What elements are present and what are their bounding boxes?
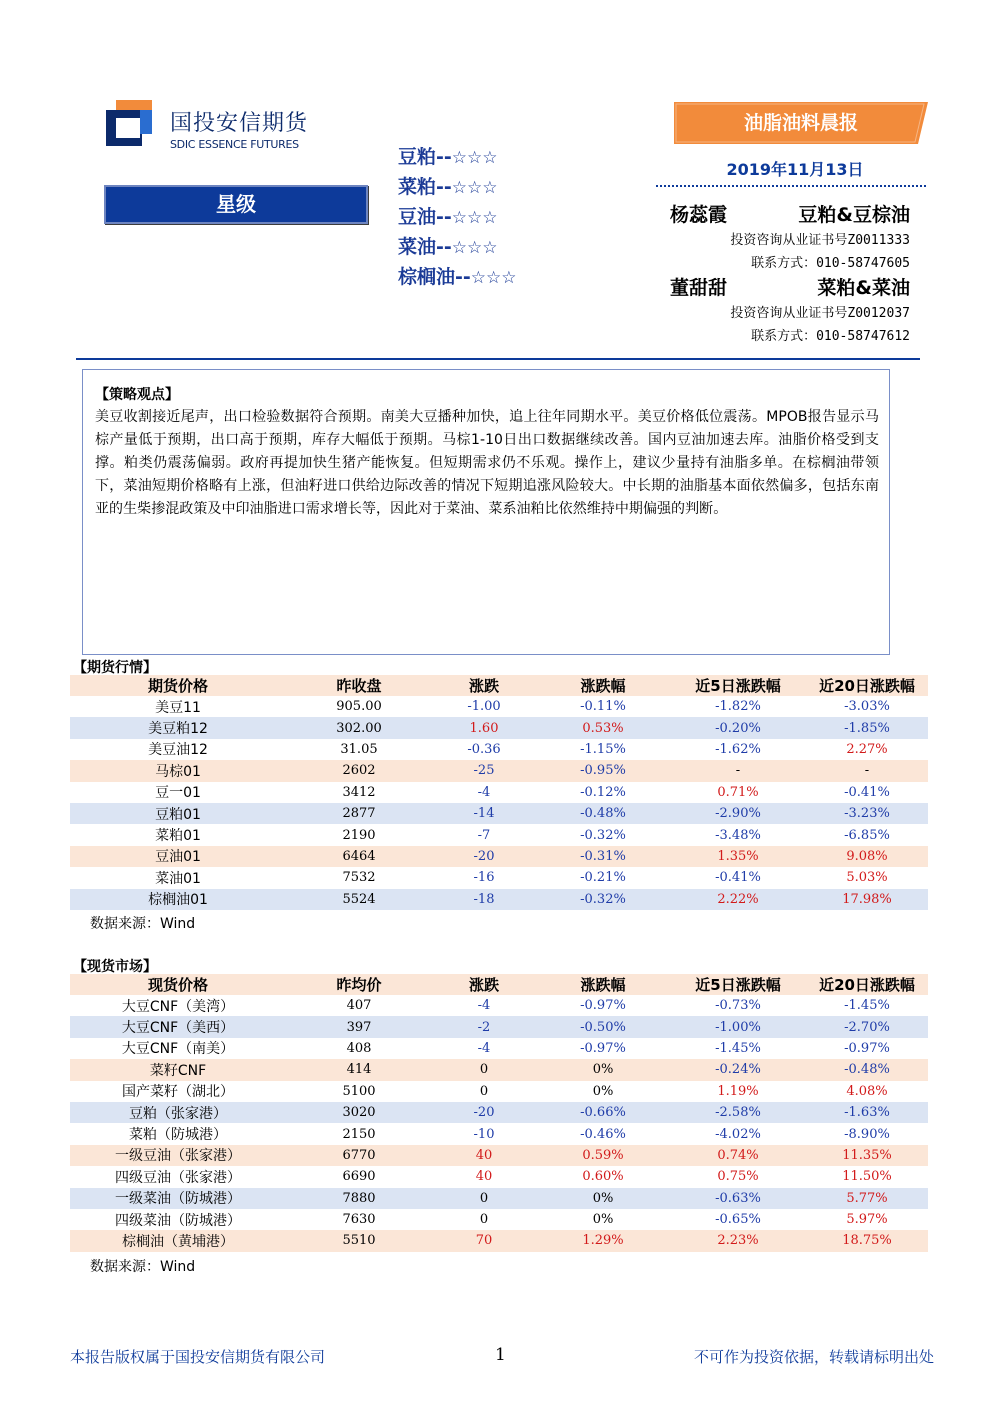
rating-item (398, 143, 517, 173)
table-cell: 菜粕（防城港） (129, 1127, 227, 1144)
table-cell: 0 (479, 1083, 489, 1099)
table-cell: -0.97% (580, 998, 626, 1014)
table-cell: -10 (473, 1126, 495, 1142)
table-row (70, 1145, 928, 1166)
page-number: 1 (495, 1345, 506, 1365)
analyst-block (670, 273, 910, 348)
table-header-row (70, 974, 928, 995)
table-cell: 0.74% (717, 1147, 759, 1163)
table-cell: 豆粕01 (155, 806, 201, 823)
table-cell: 7630 (342, 1212, 376, 1228)
rating-text: 豆粕 (398, 146, 437, 168)
table-cell: 70 (475, 1233, 493, 1249)
table-cell: -0.20% (715, 720, 761, 736)
table-cell: -0.21% (580, 870, 626, 886)
table-cell: 414 (346, 1062, 372, 1078)
table-cell: -16 (473, 870, 495, 886)
table-cell: 菜籽CNF (149, 1062, 207, 1079)
table-row (70, 867, 928, 888)
column-header: 现货价格 (147, 976, 208, 994)
column-header: 昨收盘 (336, 677, 382, 695)
table-cell: 1.35% (717, 848, 759, 864)
table-header-row (70, 675, 928, 696)
table-cell: -4 (477, 784, 491, 800)
table-cell: 5524 (342, 891, 376, 907)
table-row (70, 824, 928, 845)
table-cell: 5.97% (846, 1212, 888, 1228)
footer-copyright: 本报告版权属于国投安信期货有限公司 (70, 1348, 326, 1366)
table-cell: 7880 (342, 1190, 376, 1206)
futures-table (70, 675, 928, 910)
table-cell: 2190 (342, 827, 376, 843)
table-cell: 31.05 (340, 741, 378, 757)
table-cell: 0 (479, 1190, 489, 1206)
table-cell: -7 (477, 827, 491, 843)
dotted-divider (656, 185, 926, 187)
column-header: 涨跌幅 (580, 976, 626, 994)
table-cell: -4 (477, 998, 491, 1014)
table-cell: -6.85% (844, 827, 890, 843)
table-cell: 11.50% (842, 1169, 892, 1185)
table-cell: 2877 (342, 806, 376, 822)
table-cell: -1.63% (844, 1105, 890, 1121)
table-cell: -2 (477, 1019, 491, 1035)
table-row (70, 1038, 928, 1059)
table-cell: 3412 (342, 784, 376, 800)
table-cell: 5100 (342, 1083, 376, 1099)
column-header: 近20日涨跌幅 (819, 677, 915, 695)
table-cell: -25 (473, 763, 495, 779)
table-cell: -2.90% (715, 806, 761, 822)
star-icon: ☆☆☆ (451, 208, 498, 228)
table-cell: -2.70% (844, 1019, 890, 1035)
table-cell: -0.41% (715, 870, 761, 886)
rating-item (398, 203, 517, 233)
table-cell: 0% (592, 1212, 614, 1228)
analyst-license: 投资咨询从业证书号Z0012037 (730, 306, 910, 321)
table-cell: -20 (473, 848, 495, 864)
strategy-title: 【策略观点】 (95, 387, 179, 403)
table-cell: -0.73% (715, 998, 761, 1014)
rating-item (398, 173, 517, 203)
table-cell: 菜油01 (155, 870, 201, 887)
rating-text: -- (436, 236, 452, 258)
report-title-banner (674, 102, 928, 144)
table-row (70, 995, 928, 1016)
table-cell: 四级菜油（防城港） (115, 1212, 241, 1229)
table-cell: -0.48% (844, 1062, 890, 1078)
table-cell: 1.29% (582, 1233, 624, 1249)
table-row (70, 1081, 928, 1102)
table-cell: -4 (477, 1040, 491, 1056)
table-cell: 6770 (342, 1147, 376, 1163)
column-header: 近5日涨跌幅 (695, 677, 781, 695)
table-row (70, 782, 928, 803)
table-cell: 2150 (342, 1126, 376, 1142)
star-icon: ☆☆☆ (451, 178, 498, 198)
strategy-body: 美豆收割接近尾声，出口检验数据符合预期。南美大豆播种加快，追上往年同期水平。美豆价格低位震荡。MPOB报告显示马棕产量低于预期，出口高于预期，库存大幅低于预期。马棕1-10日出口数据继续改善。国内豆油加速去库。油脂价格受到支撑。粕类仍震荡偏弱。政府再提加快生猪产能恢复。但短期需求仍不乐观。操作上，建议少量持有油脂多单。在棕榈油带领下，菜油短期价格略有上涨，但油籽进口供给边际改善的情况下短期追涨风险较大。中长期的油脂基本面依然偏多，包括东南亚的生柴掺混政策及中印油脂进口需求增长等，因此对于菜油、菜系油粕比依然维持中期偏强的判断。 (95, 409, 879, 517)
rating-text: -- (436, 206, 452, 228)
table-cell: 302.00 (336, 720, 382, 736)
table-cell: 407 (346, 998, 372, 1014)
table-cell: -1.15% (580, 741, 626, 757)
table-cell: 408 (346, 1040, 372, 1056)
table-cell: -4.02% (715, 1126, 761, 1142)
table-cell: -0.48% (580, 806, 626, 822)
table-cell: 0.71% (717, 784, 759, 800)
table-cell: 6690 (342, 1169, 376, 1185)
table-row (70, 1016, 928, 1037)
table-cell: -0.66% (580, 1105, 626, 1121)
table-cell: 1.19% (717, 1083, 759, 1099)
table-row (70, 1188, 928, 1209)
table-cell: 40 (475, 1147, 493, 1163)
analyst-contact: 联系方式：010-58747612 (751, 329, 910, 344)
rating-text: -- (455, 266, 471, 288)
table-cell: 棕榈油01 (148, 892, 208, 909)
table-row (70, 1230, 928, 1251)
table-cell: -0.32% (580, 827, 626, 843)
table-cell: 0 (479, 1212, 489, 1228)
table-row (70, 760, 928, 781)
table-cell: -0.31% (580, 848, 626, 864)
table-cell: -1.85% (844, 720, 890, 736)
column-header: 涨跌 (468, 677, 499, 695)
rating-list (398, 143, 517, 293)
table-row (70, 803, 928, 824)
table-row (70, 1102, 928, 1123)
table-cell: 4.08% (846, 1083, 888, 1099)
table-cell: 豆一01 (155, 785, 201, 802)
table-cell: -14 (473, 806, 495, 822)
table-cell: 5510 (342, 1233, 376, 1249)
table-cell: 5.77% (846, 1190, 888, 1206)
table-cell: 大豆CNF（南美） (121, 1041, 235, 1058)
table-cell: -2.58% (715, 1105, 761, 1121)
column-header: 期货价格 (147, 677, 208, 695)
rating-item (398, 233, 517, 263)
analyst-coverage: 菜粕&菜油 (817, 277, 910, 299)
footer-disclaimer: 不可作为投资依据，转载请标明出处 (693, 1348, 934, 1366)
table-row (70, 1123, 928, 1144)
table-cell: 0.60% (582, 1169, 624, 1185)
table-cell: -3.03% (844, 699, 890, 715)
table-cell: 18.75% (842, 1233, 892, 1249)
rating-text: 棕榈油 (398, 266, 456, 288)
analyst-name: 董甜甜 (670, 277, 728, 299)
table-cell: 国产菜籽（湖北） (122, 1084, 234, 1101)
column-header: 涨跌幅 (580, 677, 626, 695)
table-cell: 1.60 (469, 720, 499, 736)
table-cell: 5.03% (846, 870, 888, 886)
futures-data-source: 数据来源：Wind (90, 916, 196, 932)
logo-cn-text: 国投安信期货 (170, 111, 309, 136)
report-date: 2019年11月13日 (726, 160, 864, 179)
table-cell: 美豆油12 (148, 742, 208, 759)
rating-text: 菜粕 (398, 176, 437, 198)
table-cell: -20 (473, 1105, 495, 1121)
table-cell: 豆油01 (155, 849, 201, 866)
table-row (70, 717, 928, 738)
star-icon: ☆☆☆ (470, 268, 517, 288)
table-cell: -0.41% (844, 784, 890, 800)
table-cell: 0 (479, 1062, 489, 1078)
table-cell: 905.00 (336, 699, 382, 715)
table-row (70, 696, 928, 717)
column-header: 近5日涨跌幅 (695, 976, 781, 994)
table-cell: -0.63% (715, 1190, 761, 1206)
table-cell: -1.00% (715, 1019, 761, 1035)
table-cell: 大豆CNF（美湾） (121, 998, 235, 1015)
table-cell: -1.62% (715, 741, 761, 757)
table-cell: -3.48% (715, 827, 761, 843)
table-cell: -0.50% (580, 1019, 626, 1035)
table-row (70, 1059, 928, 1080)
table-row (70, 739, 928, 760)
column-header: 昨均价 (336, 976, 382, 994)
table-cell: -0.24% (715, 1062, 761, 1078)
table-cell: 四级豆油（张家港） (115, 1169, 241, 1186)
table-cell: 一级豆油（张家港） (115, 1148, 241, 1165)
table-cell: 0.53% (582, 720, 624, 736)
table-cell: -0.36 (467, 741, 501, 757)
table-row (70, 1209, 928, 1230)
header-divider (76, 358, 920, 360)
table-cell: -0.11% (580, 699, 626, 715)
analyst-block (670, 200, 910, 275)
table-cell: 美豆粕12 (148, 721, 208, 738)
table-cell: 棕榈油（黄埔港） (122, 1233, 234, 1250)
table-cell: 40 (475, 1169, 493, 1185)
table-cell: -1.82% (715, 699, 761, 715)
table-row (70, 889, 928, 910)
analyst-license: 投资咨询从业证书号Z0011333 (730, 233, 910, 248)
table-cell: 0.59% (582, 1147, 624, 1163)
table-cell: 菜粕01 (155, 828, 201, 845)
table-cell: 2602 (342, 763, 376, 779)
table-row (70, 846, 928, 867)
table-cell: -0.95% (580, 763, 626, 779)
star-rating-label: 星级 (104, 185, 368, 224)
table-cell: 0% (592, 1062, 614, 1078)
analyst-contact: 联系方式：010-58747605 (751, 256, 910, 271)
table-cell: - (735, 763, 741, 779)
column-header: 涨跌 (468, 976, 499, 994)
table-cell: -3.23% (844, 806, 890, 822)
table-cell: -0.97% (844, 1040, 890, 1056)
table-cell: -0.46% (580, 1126, 626, 1142)
spot-data-source: 数据来源：Wind (90, 1259, 196, 1275)
table-cell: -1.45% (715, 1040, 761, 1056)
report-title: 油脂油料晨报 (743, 112, 858, 134)
table-cell: 马棕01 (155, 763, 201, 780)
logo-mark-icon (106, 100, 162, 150)
futures-section-title: 【期货行情】 (73, 660, 157, 676)
rating-text: 豆油 (398, 206, 437, 228)
spot-table (70, 974, 928, 1252)
table-cell: 6464 (342, 848, 376, 864)
analyst-coverage: 豆粕&豆棕油 (798, 204, 910, 226)
rating-text: -- (436, 176, 452, 198)
table-cell: 17.98% (842, 891, 892, 907)
table-cell: -0.32% (580, 891, 626, 907)
table-cell: -8.90% (844, 1126, 890, 1142)
spot-section-title: 【现货市场】 (73, 959, 157, 975)
table-cell: 豆粕（张家港） (129, 1105, 227, 1122)
table-cell: 397 (346, 1019, 372, 1035)
rating-text: -- (436, 146, 452, 168)
star-icon: ☆☆☆ (451, 148, 498, 168)
table-cell: 7532 (342, 870, 376, 886)
table-cell: - (864, 763, 870, 779)
company-logo (106, 100, 336, 156)
table-cell: 3020 (342, 1105, 376, 1121)
table-cell: 2.27% (846, 741, 888, 757)
strategy-box (82, 369, 890, 655)
table-cell: -0.65% (715, 1212, 761, 1228)
table-cell: -1.45% (844, 998, 890, 1014)
star-icon: ☆☆☆ (451, 238, 498, 258)
table-cell: 一级菜油（防城港） (115, 1191, 241, 1208)
table-cell: 0.75% (717, 1169, 759, 1185)
table-cell: -18 (473, 891, 495, 907)
table-cell: 大豆CNF（美西） (121, 1020, 235, 1037)
rating-text: 菜油 (398, 236, 437, 258)
rating-item (398, 263, 517, 293)
table-cell: -0.97% (580, 1040, 626, 1056)
table-cell: 11.35% (842, 1147, 892, 1163)
table-cell: 2.22% (717, 891, 759, 907)
table-cell: -1.00 (467, 699, 501, 715)
table-cell: 0% (592, 1083, 614, 1099)
logo-en-text: SDIC ESSENCE FUTURES (170, 138, 299, 151)
table-cell: 9.08% (846, 848, 888, 864)
table-cell: 美豆11 (155, 699, 201, 716)
analyst-name: 杨蕊霞 (670, 204, 728, 226)
table-cell: 0% (592, 1190, 614, 1206)
table-cell: -0.12% (580, 784, 626, 800)
table-row (70, 1166, 928, 1187)
column-header: 近20日涨跌幅 (819, 976, 915, 994)
table-cell: 2.23% (717, 1233, 759, 1249)
